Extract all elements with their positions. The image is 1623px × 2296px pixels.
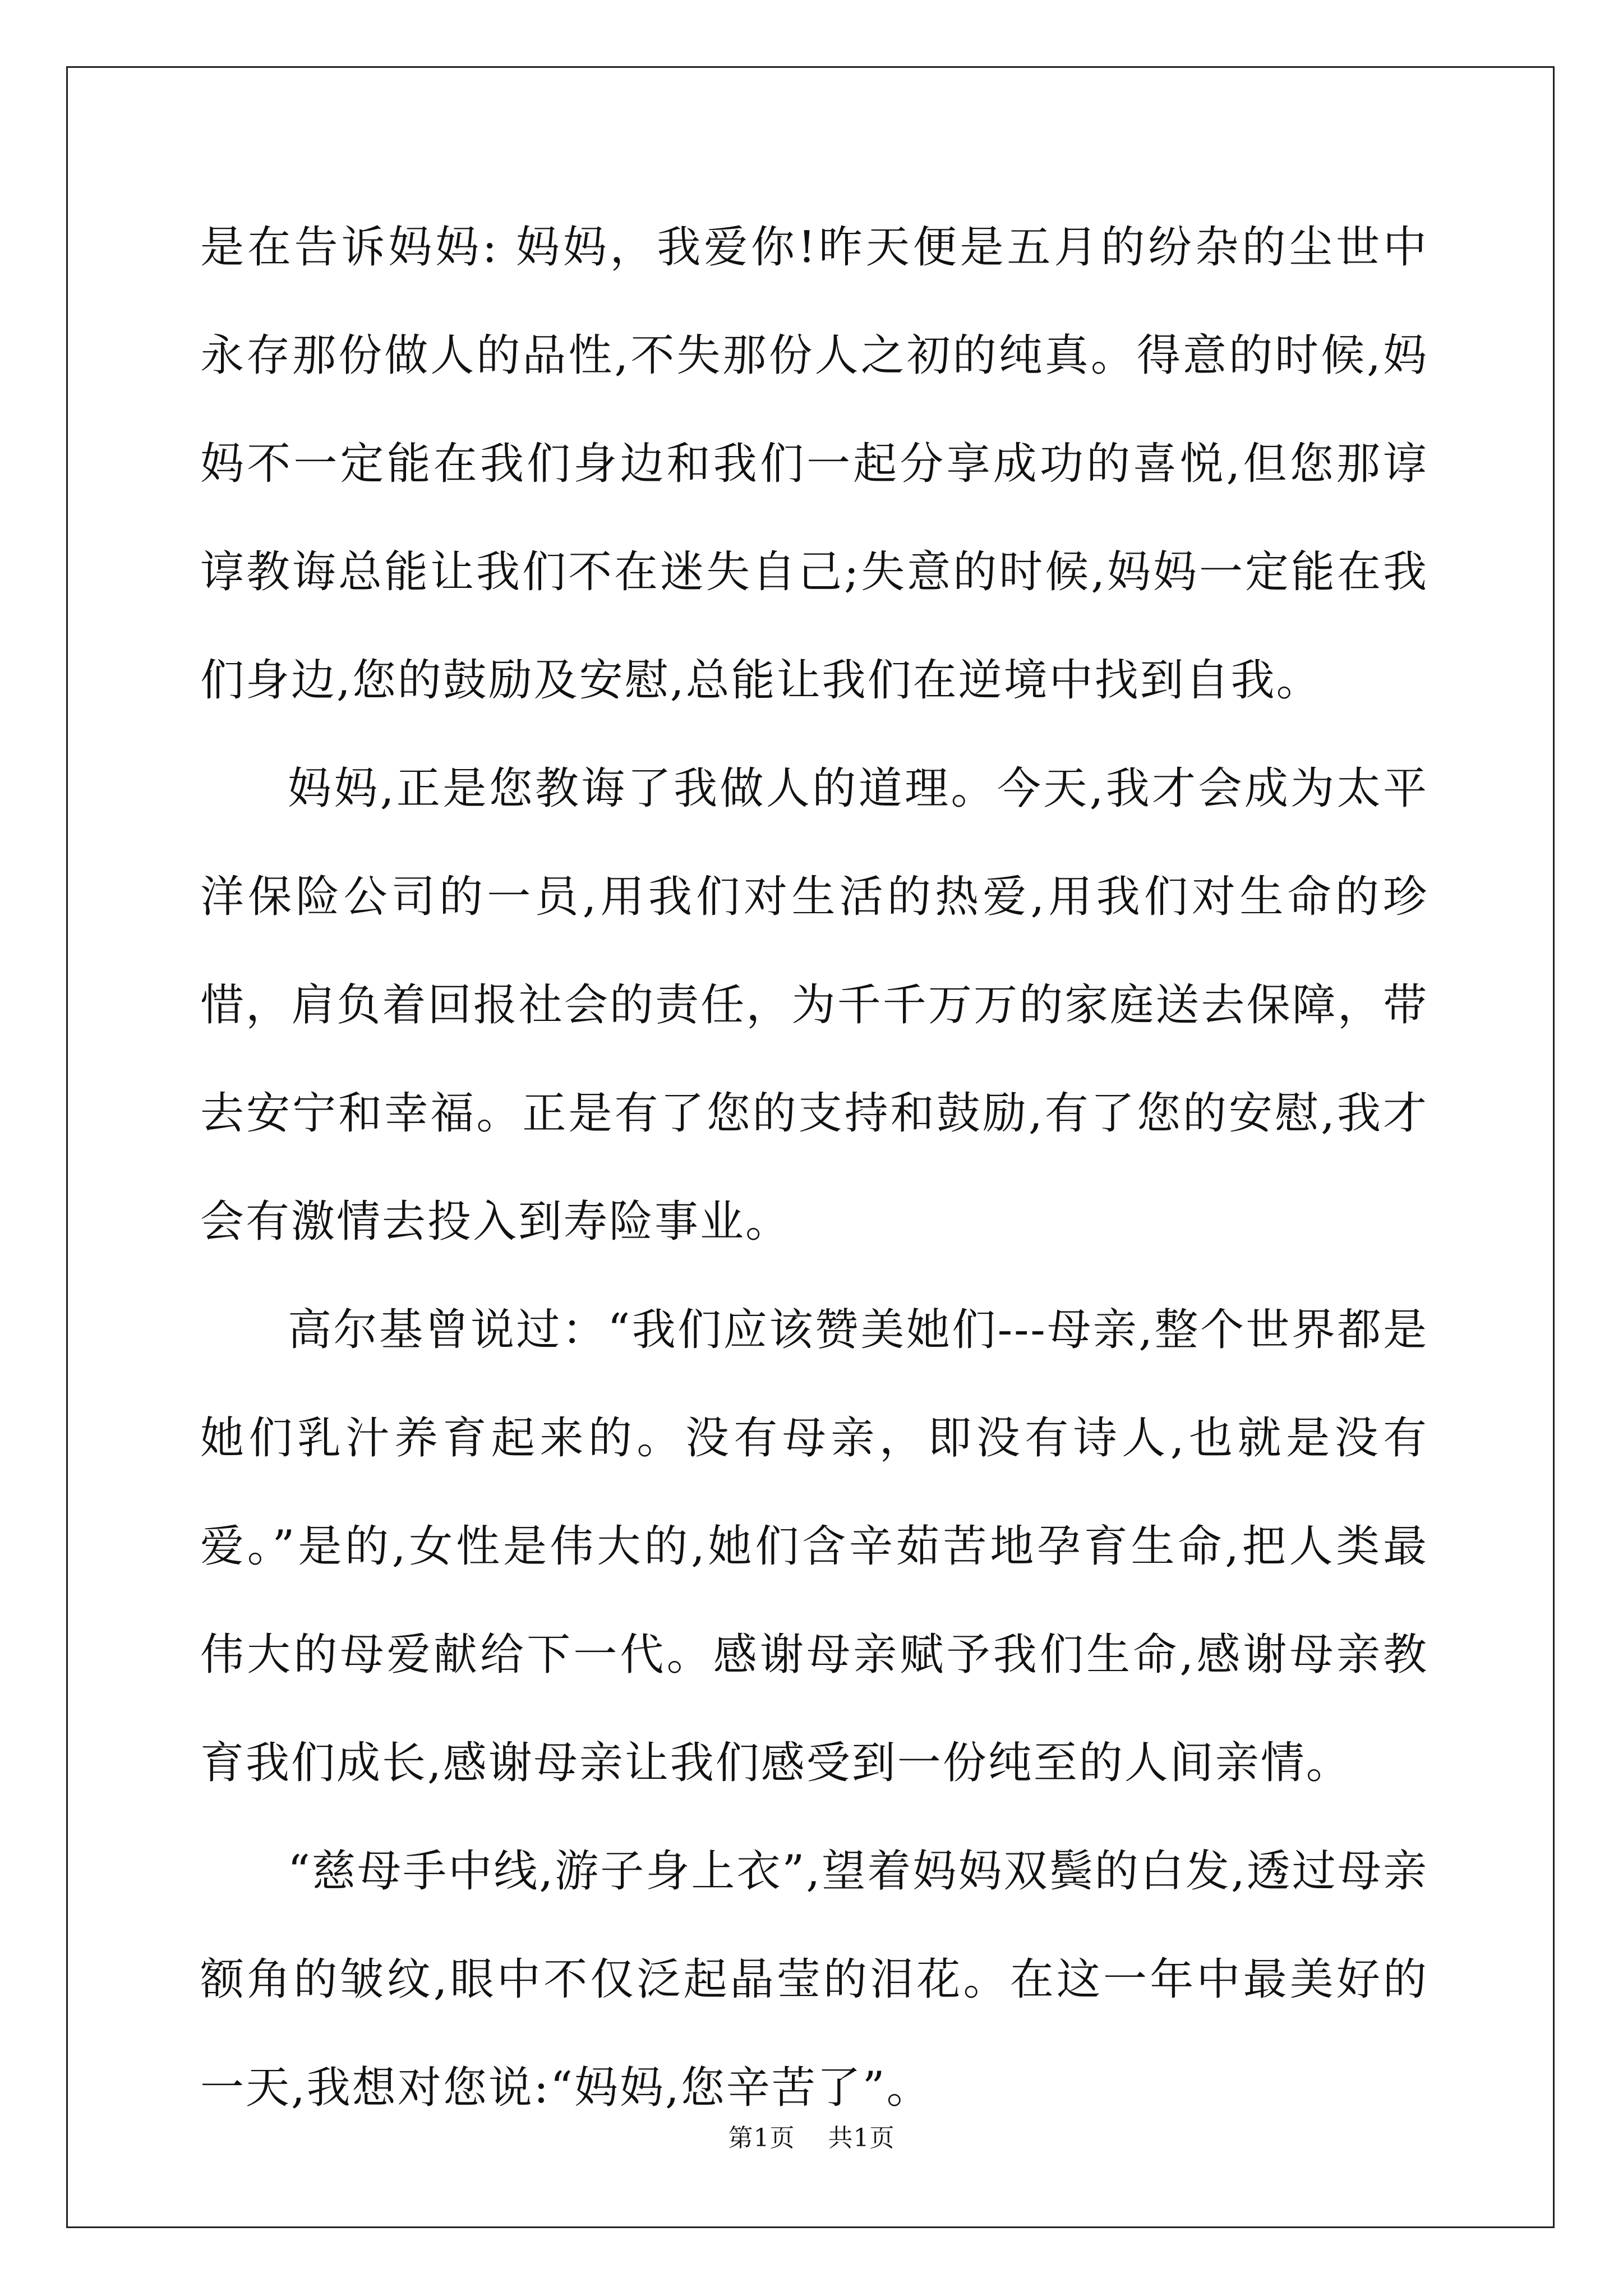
- page-number: 第1页: [728, 2124, 795, 2152]
- page-total: 共1页: [828, 2124, 895, 2152]
- paragraph-2: 妈妈,正是您教诲了我做人的道理。今天,我才会成为太平洋保险公司的一员,用我们对生活的热爱,用我们对生命的珍惜，肩负着回报社会的责任，为千千万万的家庭送去保障，带去安宁和幸福。正是有了您的支持和鼓励,有了您的安慰,我才会有激情去投入到寿险事业。: [200, 763, 1428, 1247]
- paragraph-1: 是在告诉妈妈: 妈妈，我爱你!昨天便是五月的纷杂的尘世中永存那份做人的品性,不失那份人之初的纯真。得意的时候,妈妈不一定能在我们身边和我们一起分享成功的喜悦,但您那谆谆教诲总能让我们不在迷失自己;失意的时候,妈妈一定能在我们身边,您的鼓励及安慰,总能让我们在逆境中找到自我。: [200, 222, 1428, 706]
- document-body: [200, 194, 1428, 2142]
- paragraph-4: “慈母手中线,游子身上衣”,望着妈妈双鬓的白发,透过母亲额角的皱纹,眼中不仅泛起晶莹的泪花。在这一年中最美好的一天,我想对您说:“妈妈,您辛苦了”。: [200, 1846, 1428, 2113]
- paragraph-3: 高尔基曾说过：“我们应该赞美她们---母亲,整个世界都是她们乳汁养育起来的。没有母亲，即没有诗人,也就是没有爱。”是的,女性是伟大的,她们含辛茹苦地孕育生命,把人类最伟大的母爱献给下一代。感谢母亲赋予我们生命,感谢母亲教育我们成长,感谢母亲让我们感受到一份纯至的人间亲情。: [200, 1305, 1428, 1788]
- page-footer: [0, 2122, 1623, 2155]
